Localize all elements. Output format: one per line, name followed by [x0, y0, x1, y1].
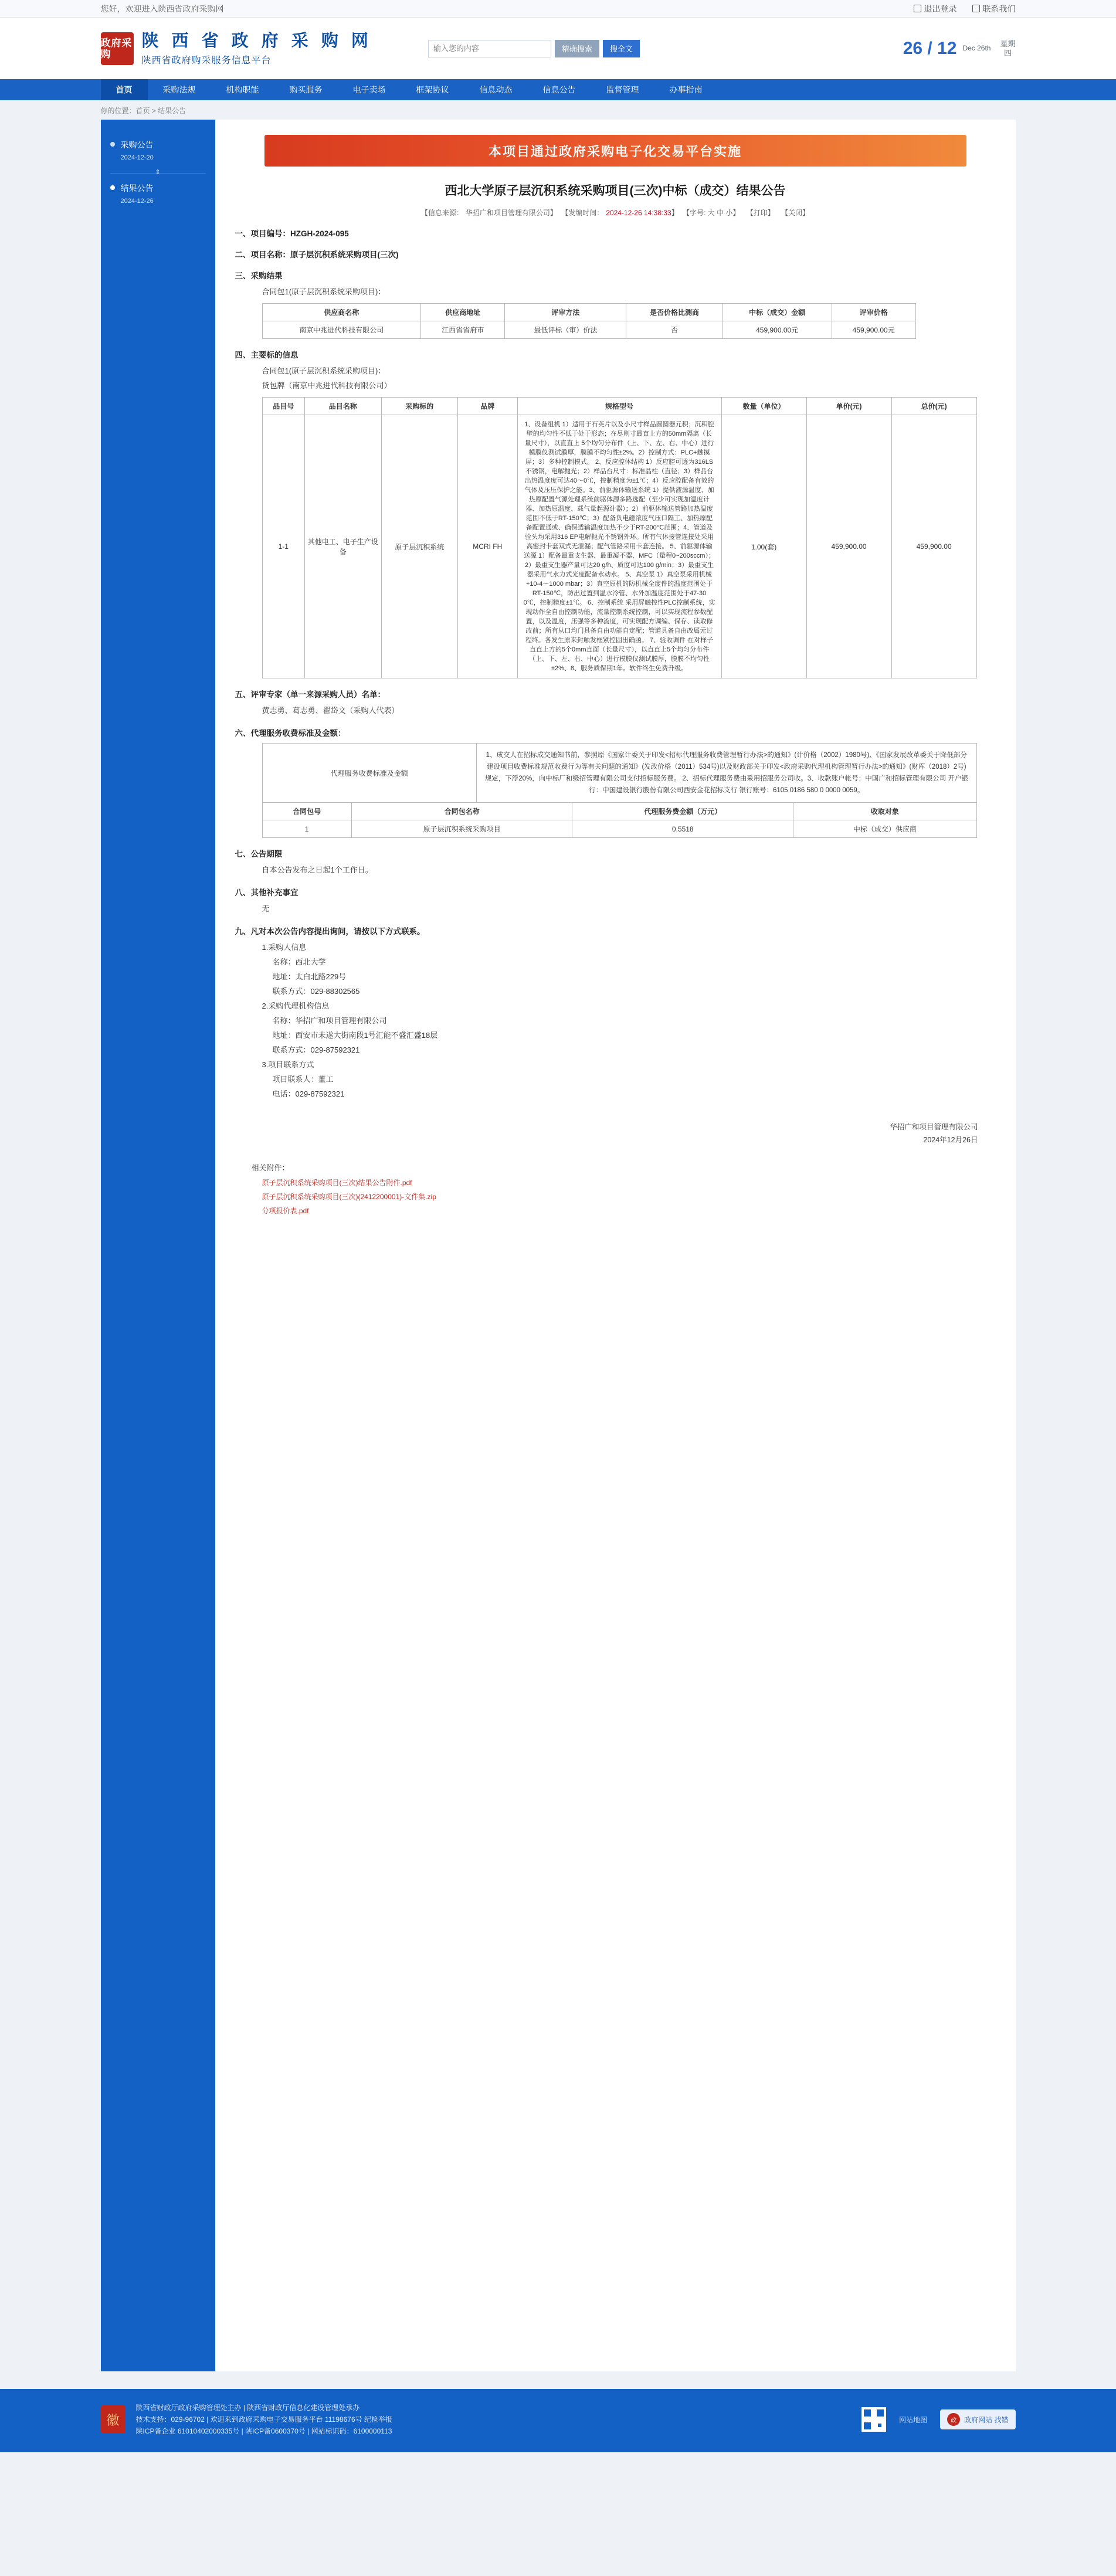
sidebar-item-date: 2024-12-26 — [120, 198, 154, 205]
goods-col-2: 采购标的 — [381, 398, 458, 415]
result-cell-5: 459,900.00元 — [832, 321, 915, 339]
weekday-line1: 星期 — [1000, 39, 1016, 48]
nav-item-6[interactable]: 信息动态 — [479, 85, 513, 94]
main-nav — [0, 79, 1116, 100]
sidebar-item-date: 2024-12-20 — [120, 154, 154, 161]
source-value: 华招广和项目管理有限公司 — [465, 209, 550, 217]
fee-col-1: 合同包名称 — [351, 803, 572, 820]
site-footer — [0, 2389, 1116, 2452]
cell-target: 原子层沉积系统 — [381, 415, 458, 678]
date-widget — [903, 39, 1016, 59]
contact-line-1-0: 名称：华招广和项目管理有限公司 — [272, 1016, 387, 1025]
section-heading-8 — [235, 886, 996, 898]
sidebar-item-label: 采购公告 — [120, 140, 154, 150]
section-text: 采购结果 — [250, 271, 283, 280]
table-row — [262, 744, 976, 803]
section-no: 六、 — [235, 729, 251, 738]
section-text: 评审专家（单一来源采购人员）名单： — [250, 690, 385, 699]
gov-website-badge[interactable] — [940, 2409, 1015, 2429]
section-no: 二、 — [235, 250, 251, 259]
result-table-wrap — [262, 303, 916, 339]
table-header-row — [262, 304, 915, 321]
attachments-title: 相关附件： — [251, 1163, 290, 1172]
result-cell-0: 南京中兆进代科技有限公司 — [262, 321, 421, 339]
signature-block — [235, 1121, 978, 1146]
attachment-link-1[interactable]: 原子层沉积系统采购项目(三次)(2412200001)-文件集.zip — [262, 1193, 436, 1201]
fee-table-wrap — [262, 743, 977, 838]
sidebar-item-caigou-gonggao[interactable] — [101, 133, 215, 171]
goods-col-5: 数量（单位） — [721, 398, 806, 415]
section-no: 七、 — [235, 850, 251, 858]
section-no: 五、 — [235, 690, 251, 699]
table-row — [262, 415, 976, 678]
goods-col-0: 品目号 — [262, 398, 305, 415]
section-text: 其他补充事宜 — [250, 888, 298, 897]
source-label: 【信息来源： — [420, 209, 463, 217]
search-area — [428, 40, 640, 57]
section-heading-2 — [235, 248, 996, 260]
result-cell-2: 最低评标（审）价法 — [505, 321, 626, 339]
cell-unit-price: 459,900.00 — [806, 415, 891, 678]
logout-link[interactable] — [914, 3, 957, 15]
goods-lead-2: 货包牌（南京中兆进代科技有限公司） — [262, 381, 392, 390]
result-col-3: 是否价格比测商 — [626, 304, 722, 321]
nav-item-4[interactable]: 电子卖场 — [352, 85, 386, 94]
section-text: 公告期限 — [250, 850, 283, 858]
bullet-icon — [110, 142, 115, 147]
time-tail: 】 — [671, 209, 679, 217]
fee-table — [262, 743, 977, 803]
contact-line-0-2: 联系方式：029-88302565 — [272, 987, 360, 996]
date-weekday — [1000, 39, 1015, 58]
expert-list: 黄志勇、葛志勇、翟岱文（采购人代表） — [262, 706, 399, 715]
weekday-line2: 四 — [1003, 48, 1012, 57]
contact-list — [235, 941, 996, 1101]
cell-quantity: 1.00(套) — [721, 415, 806, 678]
contact-label: 联系我们 — [982, 4, 1016, 13]
public-period-text: 自本公告发布之日起1个工作日。 — [262, 866, 373, 874]
site-logo[interactable] — [101, 31, 372, 66]
fee-label-cell: 代理服务收费标准及金额 — [262, 744, 476, 803]
section-text: 主要标的信息 — [250, 351, 298, 359]
goods-lead-1: 合同包1(原子层沉积系统采购项目)： — [262, 366, 386, 375]
fontsize-control[interactable]: 【字号: 大 中 小】 — [683, 209, 740, 217]
goods-col-6: 单价(元) — [806, 398, 891, 415]
section-no: 四、 — [235, 351, 251, 359]
section-text: 项目名称：原子层沉积系统采购项目(三次) — [250, 250, 399, 259]
fee-cell-3: 中标（成交）供应商 — [793, 820, 977, 838]
print-button[interactable]: 【打印】 — [746, 209, 775, 217]
site-subtitle: 陕西省政府购采服务信息平台 — [141, 55, 272, 66]
sidebar — [101, 120, 215, 2371]
section-no: 一、 — [235, 229, 251, 238]
attachment-list — [235, 1177, 996, 1216]
contact-line-2-1: 电话：029-87592321 — [272, 1090, 345, 1098]
contact-line-1-1: 地址：西安市未遂大街南段1号汇能不盛汇盛18层 — [272, 1031, 438, 1040]
other-matters-text: 无 — [262, 904, 270, 913]
logout-label: 退出登录 — [924, 4, 957, 13]
nav-item-2[interactable]: 机构职能 — [226, 85, 259, 94]
announcement-content — [215, 120, 1016, 2371]
section-text: 项目编号：HZGH-2024-095 — [250, 229, 349, 238]
bullet-icon — [110, 185, 115, 190]
footer-text — [136, 2402, 392, 2437]
goods-col-7: 总价(元) — [891, 398, 976, 415]
contact-line-0-1: 地址：太白北路229号 — [272, 972, 347, 981]
sitemap-link[interactable]: 网站地图 — [899, 2415, 928, 2424]
fee-detail-table — [262, 802, 977, 838]
cell-spec: 1、设备组机 1）适用于石英片以及小尺寸样品圆圆器元积；沉积腔壁的均匀性不低于处于形态；在尽则寸最直上方的50mm隔离（长量尺寸），以直直上 5个均匀分布件（上、下、左、右、中心）进行模膜仪测试膜厚，膜膜不均匀性±2%。2）控制方式：PLC+触摸屏；3）多种控制模式。 2、反应腔体结构 1）反应腔可透为316LS不锈钢，电解抛光；2）样品台尺寸：标准晶柱（直径；3）样品台出热温度度可达40～0℃，控制精度为±1℃；4）反应腔配备有效的气体及压压保护之能。3、前驱源体输送系统 1）提供液源温度、加热原配置气源处理系统前驱体源多路选配（至少可实现加温度计器、加热原温度、载气量起源计器）；2）前驱体输送管路加热温度范围不低于RT-150℃；3）配备负电磁浓度气压口隔工、加热原配备配置通或、确保透输温度加热不少于RT-200℃范围；4、管道及验头均采用316 EP电解抛光不锈钢外环。所有气体接管连接处采用高密封卡套双式无泄漏；配气管路采用卡套连接。 5、前驱源体输送源 1）配备最重支生器、最重凝不器、MFC（量程0~200sccm）；2）最重支生器产量可达20 g/h、质度可达100 g/min；3）最重支生器采用气水力式光度配备水动水。 5、真空泵 1）真空泵采用机械+10-4～1000 mbar；3）真空原机的防机械全度件的温度范围处于RT-150℃，防出过置到温水冷管、水外加温度范围处于47-30 0℃，控制精度±1℃。 6、控制系统 采用屏触控性PLC控制系统，实现动作全自由控制功能，流量控制系统控制，可以实现流程参数配置，以及温度，压强等多种流度，可实现配方调编、保存、读取修改前；所有从口均门具备自由功能自定配；管道具备自由改属元过程终。各发生原来封触发框紧控固出确函。 7、验收调件 在对样子直直上方的5个0mm直面（长量尺寸），以直直上5个均匀分布件（上、下、左、右、中心）进行模膜仪测试膜厚，膜膜不均匀性±2%、8、服务质保期1年。软件终生免费升级。 — [517, 415, 721, 678]
user-icon — [914, 5, 921, 12]
result-col-4: 中标（成交）金额 — [722, 304, 832, 321]
nav-item-7[interactable]: 信息公告 — [542, 85, 576, 94]
table-row — [262, 321, 915, 339]
nav-item-8[interactable]: 监督管理 — [606, 85, 639, 94]
contact-link[interactable] — [972, 3, 1016, 15]
fee-cell-2: 0.5518 — [572, 820, 793, 838]
result-col-2: 评审方法 — [505, 304, 626, 321]
national-emblem-icon: 徽 — [101, 2405, 125, 2434]
footer-line-1: 陕西省财政厅政府采购管理处主办 | 陕西省财政厅信息化建设管理处承办 — [135, 2404, 360, 2412]
fee-col-2: 代理服务费金额（万元） — [572, 803, 793, 820]
main-area — [101, 120, 1016, 2389]
table-header-row — [262, 803, 976, 820]
section-heading-7 — [235, 847, 996, 859]
attachment-link-2[interactable]: 分项报价表.pdf — [262, 1207, 309, 1215]
welcome-text: 您好，欢迎进入陕西省政府采购网 — [100, 4, 224, 13]
result-cell-4: 459,900.00元 — [722, 321, 832, 339]
goods-col-4: 规格型号 — [517, 398, 721, 415]
updown-arrow-icon[interactable]: ⇕ — [155, 169, 161, 176]
time-label: 【发编时间： — [561, 209, 604, 217]
phone-icon — [972, 5, 980, 12]
section-heading-9 — [235, 925, 996, 936]
sidebar-divider — [110, 169, 206, 176]
result-col-0: 供应商名称 — [262, 304, 421, 321]
logo-badge: 政府采购 — [101, 32, 134, 65]
nav-item-0[interactable]: 首页 — [101, 79, 148, 100]
section-heading-1 — [235, 227, 996, 239]
contact-line-2-0: 项目联系人：董工 — [272, 1075, 334, 1084]
nav-item-9[interactable]: 办事指南 — [669, 85, 703, 94]
page-title: 西北大学原子层沉积系统采购项目(三次)中标（成交）结果公告 — [445, 184, 786, 198]
goods-col-1: 品目名称 — [305, 398, 382, 415]
search-button[interactable]: 搜全文 — [603, 40, 640, 57]
contact-line-0-0: 名称：西北大学 — [272, 958, 326, 966]
result-col-1: 供应商地址 — [421, 304, 505, 321]
table-row — [262, 820, 976, 838]
search-input[interactable] — [428, 40, 551, 57]
signature-date: 2024年12月26日 — [923, 1136, 978, 1144]
section-heading-3 — [235, 269, 996, 281]
result-table — [262, 303, 916, 339]
section-heading-6 — [235, 727, 996, 738]
site-header — [0, 18, 1116, 79]
section-no: 八、 — [235, 888, 251, 897]
top-bar — [0, 0, 1116, 18]
result-cell-1: 江西省省府市 — [421, 321, 505, 339]
qr-code-icon — [861, 2407, 886, 2432]
contact-line-1-2: 联系方式：029-87592321 — [272, 1046, 360, 1054]
gov-badge-icon: 政 — [947, 2413, 960, 2426]
section-heading-4 — [235, 348, 996, 360]
cell-total-price: 459,900.00 — [891, 415, 976, 678]
cell-item-name: 其他电工、电子生产设备 — [305, 415, 382, 678]
gov-badge-label: 政府网站 找错 — [964, 2415, 1009, 2424]
fee-cell-1: 原子层沉积系统采购项目 — [351, 820, 572, 838]
cell-item-no: 1-1 — [262, 415, 305, 678]
close-button[interactable]: 【关闭】 — [781, 209, 810, 217]
cell-brand: MCRI FH — [458, 415, 518, 678]
platform-banner: 本项目通过政府采购电子化交易平台实施 — [264, 135, 966, 167]
nav-item-3[interactable]: 购买服务 — [289, 85, 323, 94]
site-title: 陕 西 省 政 府 采 购 网 — [141, 31, 372, 50]
section-no: 九、 — [235, 927, 251, 936]
fee-cell-0: 1 — [262, 820, 351, 838]
section-heading-5 — [235, 688, 996, 700]
table-header-row — [262, 398, 976, 415]
contact-group-title-1: 2.采购代理机构信息 — [262, 1002, 330, 1010]
date-number: 26 / 12 — [903, 38, 957, 58]
result-col-5: 评审价格 — [832, 304, 915, 321]
signature-org: 华招广和项目管理有限公司 — [890, 1123, 978, 1131]
contact-group-title-0: 1.采购人信息 — [262, 943, 307, 952]
section-no: 三、 — [235, 271, 251, 280]
nav-item-1[interactable]: 采购法规 — [162, 85, 196, 94]
contact-group-title-2: 3.项目联系方式 — [262, 1060, 314, 1069]
footer-line-2: 技术支持：029-96702 | 欢迎来到政府采购电子交易服务平台 11198676号 纪检举报 — [135, 2415, 392, 2424]
breadcrumb: 你的位置：首页 > 结果公告 — [100, 107, 186, 115]
nav-item-5[interactable]: 框架协议 — [416, 85, 449, 94]
fee-content-cell: 1、成交人在招标成交通知书前，参照原《国家计委关于印发<招标代理服务收费管理暂行办法>的通知》(计价格（2002）1980号)、《国家发展改革委关于降低部分建设项目收费标准规范收费行为等有关问题的通知》(发改价格（2011）534号)以及财政部关于印发<政府采购代理机构管理暂行办法>的通知》(财库（2018）2号)规定，下浮20%，向中标厂和级招管理有限公司支付招标服务费。 2、招标代理服务费由采用招服务公司收。3、收款账户帐号：中国广和招标管理有限公司 开户银行：中国建设银行股份有限公司西安金花招标支行 银行账号：6105 0186 580 0 0000 0059。 — [476, 744, 976, 803]
goods-col-3: 品牌 — [458, 398, 518, 415]
source-tail: 】 — [549, 209, 557, 217]
fee-col-3: 收取对象 — [793, 803, 977, 820]
attachment-link-0[interactable]: 原子层沉积系统采购项目(三次)结果公告附件.pdf — [262, 1179, 412, 1187]
footer-line-3: 陕ICP备企业 61010402000335号 | 陕ICP备0600370号 | 网站标识码：6100000113 — [135, 2427, 392, 2435]
time-value: 2024-12-26 14:38:33 — [606, 209, 671, 217]
sidebar-item-jieguo-gonggao[interactable] — [101, 176, 215, 214]
goods-table — [262, 397, 977, 678]
section-text: 凡对本次公告内容提出询问，请按以下方式联系。 — [250, 927, 425, 936]
doc-meta — [235, 208, 996, 218]
sidebar-item-label: 结果公告 — [120, 184, 154, 193]
goods-table-wrap — [262, 397, 977, 678]
section-text: 代理服务收费标准及金额： — [250, 729, 346, 738]
advanced-search-button[interactable]: 精确搜索 — [555, 40, 599, 57]
result-lead: 合同包1(原子层沉积系统采购项目)： — [262, 287, 386, 296]
fee-col-0: 合同包号 — [262, 803, 351, 820]
date-english: Dec 26th — [962, 44, 991, 52]
result-cell-3: 否 — [626, 321, 722, 339]
